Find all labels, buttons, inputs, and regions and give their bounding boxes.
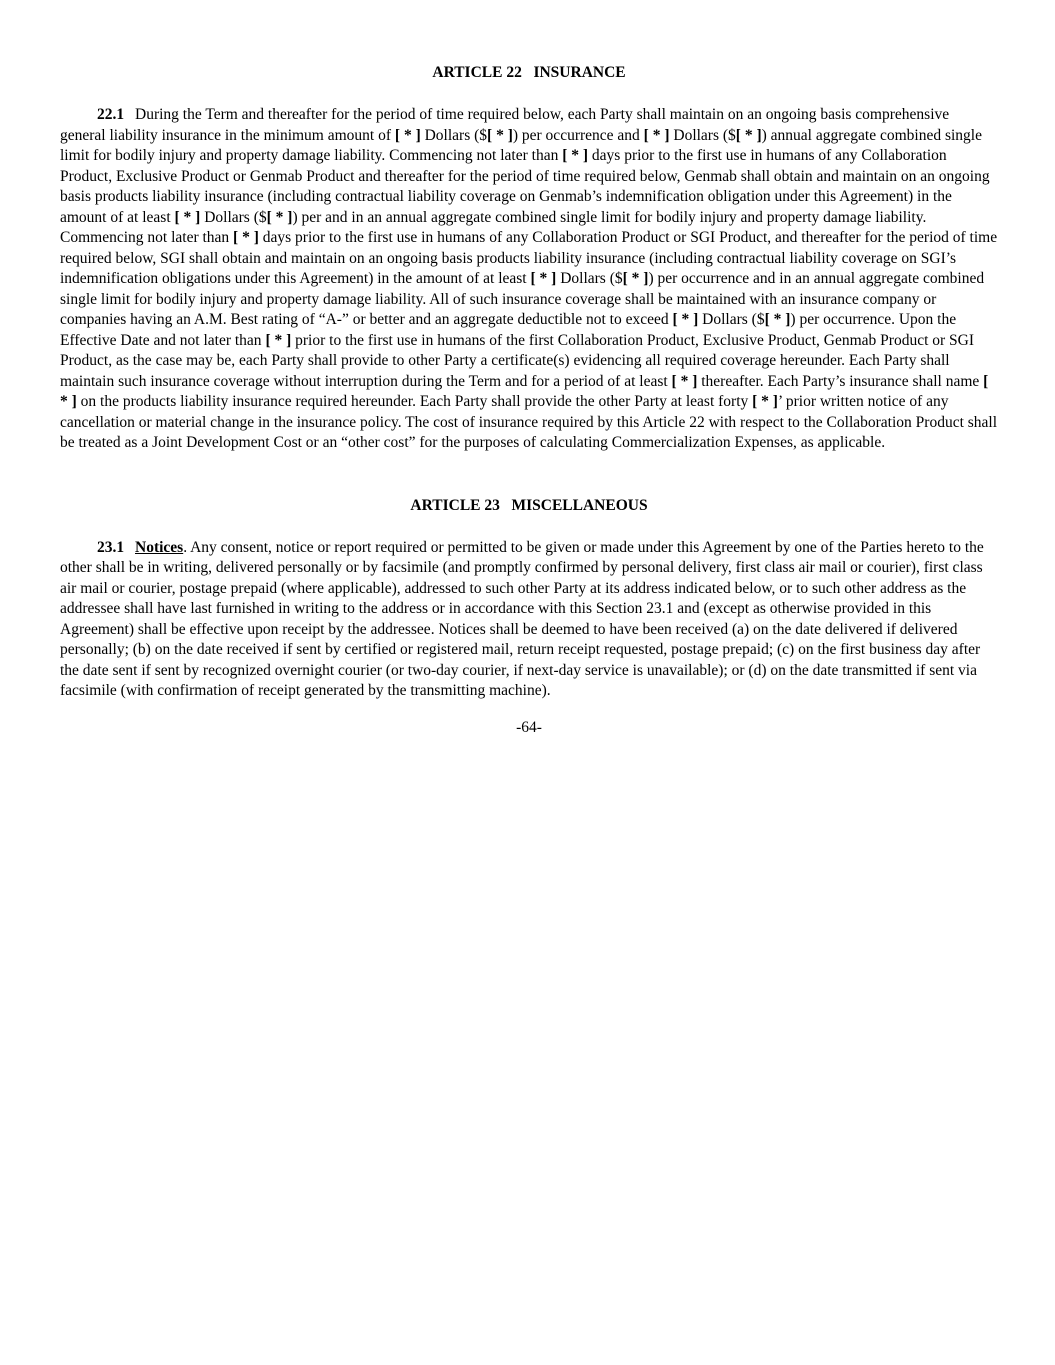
body-text: . Any consent, notice or report required or permitted to be given or made under this Agreement by one of the Parties hereto to the other shall be in writing, delivered personally or by facsimile (and promptly confirmed by personal delivery, first class air mail or courier), first class air mail or courier, postage prepaid (where applicable), addressed to such other Party at its address indicated below, or to such other address as the addressee shall have last furnished in writing to the address or in accordance with this Section 23.1 and (except as otherwise provided in this Agreement) shall be effective upon receipt by the addressee. Notices shall be deemed to have been received (a) on the date delivered if delivered personally; (b) on the date received if sent by certified or registered mail, return receipt requested, postage prepaid; (c) on the first business day after the date sent if sent by recognized overnight courier (or two-day courier, if next-day service is unavailable); or (d) on the date transmitted if sent via facsimile (with confirmation of receipt generated by the transmitting machine). <box>60 538 984 699</box>
section-22-1-number: 22.1 <box>97 106 125 123</box>
body-text: days prior to the first use in humans of any Collaboration Product or SGI Product, and thereafter for the period of time required below, SGI shall obtain and maintain on an ongoing basis products liability insurance (including contractual liability coverage on SGI’s indemnification obligations under this Agreement) in the amount of at least <box>60 229 998 287</box>
redaction-marker: [ * ] <box>672 311 699 328</box>
body-text: Dollars ($ <box>420 126 488 144</box>
redaction-marker: [ * ] <box>174 208 201 226</box>
redaction-marker: [ * ] <box>233 229 259 246</box>
body-text: During the Term and thereafter for the period of time required below, each Party shall maintain on an ongoing basis comprehensive general liability insurance in the minimum amount of <box>60 106 950 144</box>
body-text: ) per occurrence. Upon the Effective Date and not later than <box>60 311 957 349</box>
body-text: days prior to the first use in humans of any Collaboration Product, Exclusive Product or Genmab Product and thereafter for the period of time required below, Genmab shall obtain and maintain on an ongoing basis products liability insurance (including contractual liability coverage on Genmab’s indemnification obligation under this Agreement) in the amount of at least <box>60 147 990 226</box>
body-text: Dollars ($ <box>556 270 623 287</box>
redaction-marker: [ * ] <box>643 126 670 144</box>
body-text: ) per occurrence and in an annual aggregate combined single limit for bodily injury and property damage liability. All of such insurance coverage shall be maintained with an insurance company or companies having an A.M. Best rating of “A-” or better and an aggregate deductible not to exceed <box>60 270 985 328</box>
redaction-marker: [ * ] <box>487 126 513 144</box>
section-22-1-paragraph <box>60 105 998 454</box>
body-text: on the products liability insurance required hereunder. Each Party shall provide the other Party at least forty <box>76 393 753 410</box>
redaction-marker: [ * ] <box>530 270 557 287</box>
section-23-1-body <box>60 539 984 700</box>
body-text: ) annual aggregate combined single limit for bodily injury and property damage liability. Commencing not later than <box>60 126 982 164</box>
section-23-1-paragraph <box>60 538 998 702</box>
redaction-marker: [ * ] <box>562 147 589 164</box>
body-text: prior to the first use in humans of the first Collaboration Product, Exclusive Product, Genmab Product or SGI Product, as the case may be, each Party shall provide to other Party a certificate(s) evidencing all required coverage hereunder. Each Party shall maintain such insurance coverage without interruption during the Term and for a period of at least <box>60 331 975 390</box>
body-text: Dollars ($ <box>669 126 736 144</box>
redaction-marker: [ * ] <box>735 126 762 144</box>
body-text: ’ prior written notice of any cancellation or material change in the insurance policy. The cost of insurance required by this Article 22 with respect to the Collaboration Product shall be treated as a Joint Development Cost or an “other cost” for the purposes of calculating Commercialization Expenses, as applicable. <box>60 393 998 451</box>
body-text: Dollars ($ <box>698 311 765 328</box>
document-page <box>60 63 998 754</box>
redaction-marker: [ * ] <box>265 331 292 349</box>
redaction-marker: [ * ] <box>394 126 421 144</box>
article-23-heading: ARTICLE 23 MISCELLANEOUS <box>410 496 648 514</box>
redaction-marker: [ * ] <box>266 208 293 226</box>
body-text: thereafter. Each Party’s insurance shall name <box>697 372 984 390</box>
redaction-marker: [ * ] <box>671 372 698 390</box>
article-22-heading: ARTICLE 22 INSURANCE <box>432 64 626 81</box>
redaction-marker: [ * ] <box>764 311 791 328</box>
redaction-marker: [ * ] <box>622 270 649 287</box>
redaction-marker: [ * ] <box>60 372 989 410</box>
section-title: Notices <box>135 538 184 556</box>
body-text: ) per and in an annual aggregate combined single limit for bodily injury and property damage liability. Commencing not later than <box>60 208 927 246</box>
section-22-1-body <box>60 106 997 451</box>
page-number: -64- <box>516 718 542 736</box>
redaction-marker: [ * ] <box>752 393 778 410</box>
body-text: ) per occurrence and <box>512 126 644 144</box>
section-23-1-number: 23.1 <box>97 538 125 556</box>
body-text: Dollars ($ <box>200 208 267 226</box>
